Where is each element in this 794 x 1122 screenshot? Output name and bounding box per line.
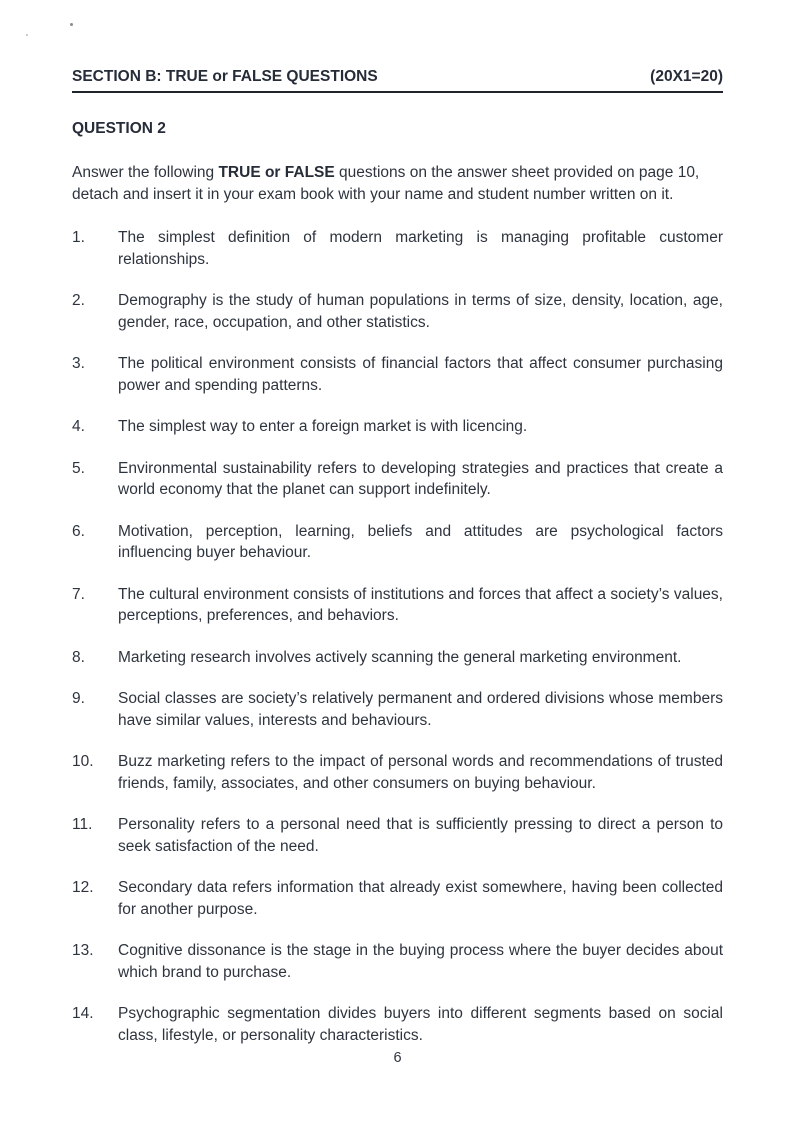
question-number: 8. (72, 648, 85, 666)
question-text: Secondary data refers information that already exist somewhere, having been collected for another purpose. (118, 879, 723, 918)
question-item (72, 416, 723, 438)
question-item (72, 877, 723, 920)
question-text: Buzz marketing refers to the impact of personal words and recommendations of trusted friends, family, associates, and other consumers on buying behaviour. (118, 753, 723, 792)
scan-artifact-dot (70, 23, 73, 26)
intro-paragraph (72, 162, 723, 205)
section-header (72, 66, 723, 93)
question-text: Psychographic segmentation divides buyers into different segments based on social class, lifestyle, or personality characteristics. (118, 1005, 723, 1044)
question-item (72, 940, 723, 983)
question-title: QUESTION 2 (72, 119, 166, 137)
question-number: 1. (72, 229, 85, 246)
question-item (72, 751, 723, 794)
question-number: 10. (72, 753, 94, 770)
intro-text-pre: Answer the following (72, 164, 219, 181)
question-text: Social classes are society’s relatively permanent and ordered divisions whose members have similar values, interests and behaviours. (118, 690, 723, 729)
question-text: Environmental sustainability refers to developing strategies and practices that create a world economy that the planet can support indefinitely. (118, 459, 723, 498)
question-item (72, 521, 723, 564)
question-item (72, 290, 723, 333)
intro-text-bold: TRUE or FALSE (218, 164, 335, 181)
section-title: SECTION B: TRUE or FALSE QUESTIONS (72, 68, 378, 85)
question-number: 12. (72, 879, 94, 896)
question-text: The cultural environment consists of institutions and forces that affect a society’s values, perceptions, preferences, and behaviors. (118, 585, 723, 624)
section-marks: (20X1=20) (650, 68, 723, 85)
question-text: Motivation, perception, learning, beliefs and attitudes are psychological factors influencing buyer behaviour. (118, 522, 723, 561)
question-text: Marketing research involves actively scanning the general marketing environment. (118, 648, 682, 666)
question-item (72, 458, 723, 501)
question-number: 14. (72, 1005, 94, 1022)
question-item (72, 647, 723, 669)
question-number: 9. (72, 690, 85, 707)
question-item (72, 688, 723, 731)
question-number: 13. (72, 942, 94, 959)
question-list (72, 227, 723, 1046)
question-text: The simplest definition of modern marketing is managing profitable customer relationships. (118, 229, 723, 268)
question-item (72, 1003, 723, 1046)
question-item (72, 584, 723, 627)
question-text: Cognitive dissonance is the stage in the buying process where the buyer decides about which brand to purchase. (118, 942, 723, 981)
question-text: The political environment consists of financial factors that affect consumer purchasing power and spending patterns. (118, 355, 723, 394)
question-item (72, 814, 723, 857)
question-text: The simplest way to enter a foreign market is with licencing. (118, 418, 528, 435)
scan-artifact-dot (26, 34, 28, 36)
question-number: 3. (72, 355, 85, 372)
question-text: Demography is the study of human populations in terms of size, density, location, age, gender, race, occupation, and other statistics. (118, 292, 723, 331)
intro-text-post: questions on the answer sheet provided on page 10, detach and insert it in your exam book with your name and student number written on it. (72, 164, 700, 203)
question-number: 4. (72, 418, 85, 435)
question-item (72, 353, 723, 396)
question-item (72, 227, 723, 270)
question-number: 5. (72, 459, 85, 477)
question-number: 7. (72, 585, 85, 603)
question-text: Personality refers to a personal need that is sufficiently pressing to direct a person to seek satisfaction of the need. (118, 816, 723, 855)
question-number: 2. (72, 292, 85, 309)
page-number: 6 (393, 1050, 402, 1066)
question-number: 6. (72, 522, 85, 540)
question-number: 11. (72, 816, 93, 833)
